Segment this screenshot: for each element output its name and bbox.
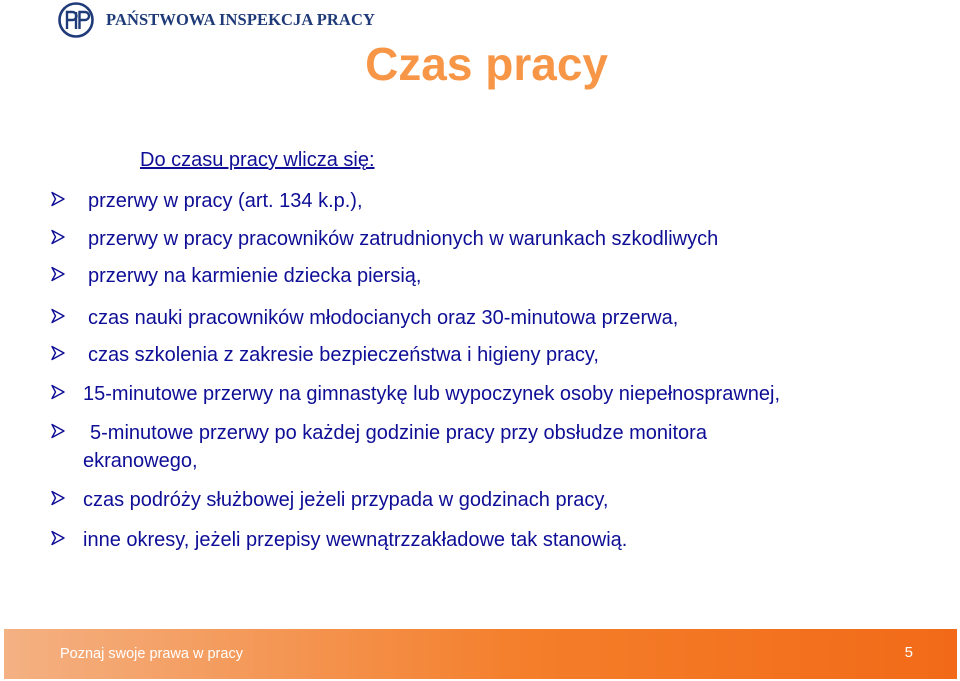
org-name: PAŃSTWOWA INSPEKCJA PRACY: [106, 10, 375, 29]
list-item-text-continued: ekranowego,: [83, 450, 198, 472]
list-item-text: inne okresy, jeżeli przepisy wewnątrzzakładowe tak stanowią.: [83, 529, 628, 551]
arrow-bullet-icon: [50, 384, 66, 400]
list-item-text: 15-minutowe przerwy na gimnastykę lub wypoczynek osoby niepełnosprawnej,: [83, 383, 781, 405]
arrow-bullet-icon: [50, 308, 66, 324]
slide-subtitle: Do czasu pracy wlicza się:: [140, 149, 375, 171]
arrow-bullet-icon: [50, 191, 66, 207]
list-item-text: czas podróży służbowej jeżeli przypada w godzinach pracy,: [83, 489, 609, 511]
arrow-bullet-icon: [50, 490, 66, 506]
arrow-bullet-icon: [50, 423, 66, 439]
list-item-text: 5-minutowe przerwy po każdej godzinie pracy przy obsłudze monitora: [90, 422, 707, 444]
list-item-text: czas szkolenia z zakresie bezpieczeństwa i higieny pracy,: [88, 344, 599, 366]
list-item-text: przerwy w pracy (art. 134 k.p.),: [88, 190, 363, 212]
arrow-bullet-icon: [50, 229, 66, 245]
list-item-text: czas nauki pracowników młodocianych oraz 30-minutowa przerwa,: [88, 307, 679, 329]
slide-title: Czas pracy: [365, 38, 608, 90]
arrow-bullet-icon: [50, 530, 66, 546]
list-item-text: przerwy na karmienie dziecka piersią,: [88, 265, 422, 287]
pip-logo-icon: [58, 2, 94, 38]
arrow-bullet-icon: [50, 345, 66, 361]
list-item-text: przerwy w pracy pracowników zatrudnionych w warunkach szkodliwych: [88, 228, 719, 250]
footer-bar: [4, 629, 957, 679]
header-logo: [58, 2, 375, 38]
footer-text: Poznaj swoje prawa w pracy: [60, 646, 243, 662]
arrow-bullet-icon: [50, 266, 66, 282]
page-number: 5: [904, 644, 913, 661]
